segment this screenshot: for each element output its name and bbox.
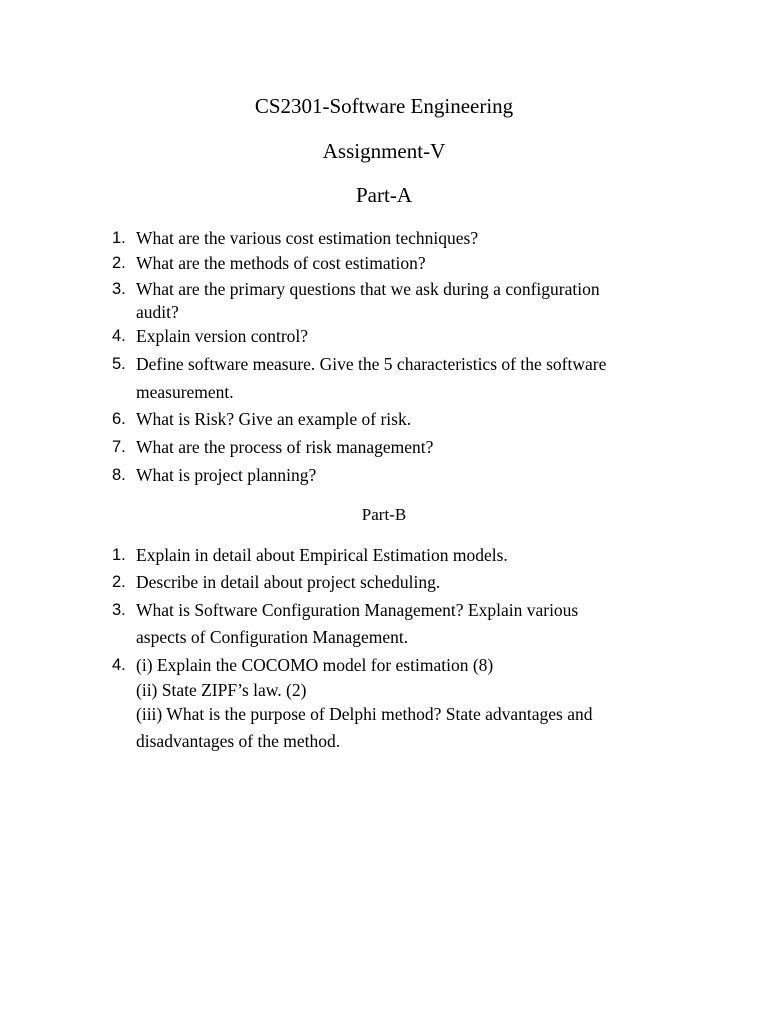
assignment-title: Assignment-V [322,139,446,163]
part-b-question-2 [112,570,702,594]
question-text: What is Software Configuration Management? Explain various [136,600,579,620]
question-text: Define software measure. Give the 5 characteristics of the software [136,354,607,374]
question-number: 1. [112,546,126,564]
part-a-question-1 [112,226,702,250]
question-number: 2. [112,573,126,591]
part-a-question-3-continuation: audit? [136,302,179,322]
part-a-heading: Part-A [356,183,412,207]
question-text: What is project planning? [136,465,317,485]
question-text: What is Risk? Give an example of risk. [136,409,412,429]
question-number: 5. [112,355,126,373]
question-text: What are the various cost estimation techniques? [136,228,479,248]
part-a-question-2 [112,251,702,275]
question-text: (i) Explain the COCOMO model for estimation (8) [136,655,494,675]
part-a-question-3 [112,277,702,301]
part-a-question-8 [112,463,702,487]
question-number: 2. [112,254,126,272]
question-text: Explain in detail about Empirical Estimation models. [136,545,508,565]
part-b-question-3 [112,598,702,622]
part-a-question-5-continuation: measurement. [136,382,234,402]
question-text: Describe in detail about project scheduling. [136,572,441,592]
question-number: 3. [112,280,126,298]
question-number: 8. [112,466,126,484]
question-text: What are the process of risk management? [136,437,434,457]
part-b-heading: Part-B [361,505,407,524]
question-number: 1. [112,229,126,247]
question-text: What are the primary questions that we ask during a configuration [136,279,600,299]
part-a-question-7 [112,435,702,459]
question-text: What are the methods of cost estimation? [136,253,426,273]
part-b-question-1 [112,543,702,567]
part-a-question-5 [112,352,702,376]
part-b-question-4-sub-ii: (ii) State ZIPF’s law. (2) [136,680,307,700]
part-a-question-6 [112,407,702,431]
part-b-question-4-sub-iii: (iii) What is the purpose of Delphi method? State advantages and [136,704,593,724]
question-number: 4. [112,327,126,345]
part-a-question-4 [112,324,702,348]
question-number: 3. [112,601,126,619]
part-b-question-4 [112,653,702,677]
question-number: 6. [112,410,126,428]
question-number: 4. [112,656,126,674]
part-b-question-4-sub-iii-continuation: disadvantages of the method. [136,731,341,751]
question-text: Explain version control? [136,326,309,346]
course-title: CS2301-Software Engineering [254,94,514,118]
part-b-question-3-continuation: aspects of Configuration Management. [136,627,409,647]
question-number: 7. [112,438,126,456]
